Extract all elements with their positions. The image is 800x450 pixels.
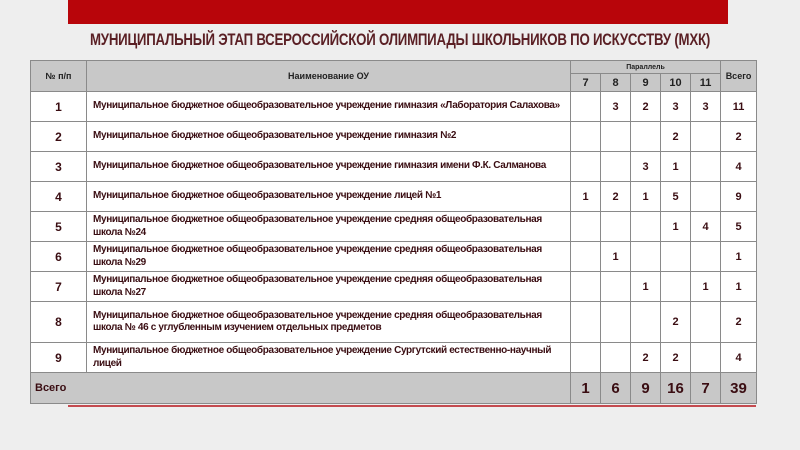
cell-grade-9 <box>631 122 661 152</box>
table-row <box>31 272 757 302</box>
header-grade-8: 8 <box>601 74 631 92</box>
cell-total: 4 <box>721 343 757 373</box>
cell-total: 4 <box>721 152 757 182</box>
cell-grade-11 <box>691 302 721 343</box>
row-num: 7 <box>31 272 87 302</box>
cell-grade-10: 3 <box>661 92 691 122</box>
cell-grade-7: 1 <box>571 182 601 212</box>
table-row <box>31 122 757 152</box>
cell-total: 11 <box>721 92 757 122</box>
cell-grade-7 <box>571 302 601 343</box>
cell-grade-7 <box>571 212 601 242</box>
table-row <box>31 212 757 242</box>
cell-grade-8 <box>601 152 631 182</box>
cell-grade-7 <box>571 92 601 122</box>
cell-grade-10: 2 <box>661 122 691 152</box>
table-row <box>31 242 757 272</box>
totals-row <box>31 373 757 404</box>
page-title: МУНИЦИПАЛЬНЫЙ ЭТАП ВСЕРОССИЙСКОЙ ОЛИМПИАДЫ ШКОЛЬНИКОВ ПО ИСКУССТВУ (МХК) <box>89 30 711 49</box>
results-table <box>30 60 757 404</box>
cell-grade-8 <box>601 212 631 242</box>
cell-grade-11 <box>691 242 721 272</box>
bottom-divider <box>68 405 756 407</box>
cell-grade-11: 4 <box>691 212 721 242</box>
cell-grade-9: 2 <box>631 92 661 122</box>
cell-total: 2 <box>721 302 757 343</box>
cell-grade-10: 2 <box>661 343 691 373</box>
header-parallel: Параллель <box>571 61 721 74</box>
header-grade-9: 9 <box>631 74 661 92</box>
cell-grade-9 <box>631 302 661 343</box>
total-grade-11: 7 <box>691 373 721 404</box>
cell-total: 1 <box>721 272 757 302</box>
cell-grade-11 <box>691 152 721 182</box>
table-row <box>31 343 757 373</box>
cell-grade-10 <box>661 272 691 302</box>
row-num: 8 <box>31 302 87 343</box>
cell-grade-8 <box>601 302 631 343</box>
totals-label: Всего <box>31 373 571 404</box>
row-num: 5 <box>31 212 87 242</box>
row-num: 9 <box>31 343 87 373</box>
cell-grade-9: 1 <box>631 272 661 302</box>
cell-grade-11 <box>691 343 721 373</box>
cell-grade-11 <box>691 122 721 152</box>
cell-total: 2 <box>721 122 757 152</box>
cell-grade-8: 1 <box>601 242 631 272</box>
table-row <box>31 152 757 182</box>
row-name: Муниципальное бюджетное общеобразовательное учреждение средняя общеобразовательная школа №24 <box>87 212 571 242</box>
header-grade-10: 10 <box>661 74 691 92</box>
cell-total: 9 <box>721 182 757 212</box>
cell-grade-7 <box>571 122 601 152</box>
cell-grade-10: 1 <box>661 152 691 182</box>
header-num: № п/п <box>31 61 87 92</box>
cell-total: 5 <box>721 212 757 242</box>
header-total: Всего <box>721 61 757 92</box>
cell-grade-9: 2 <box>631 343 661 373</box>
total-grade-10: 16 <box>661 373 691 404</box>
row-name: Муниципальное бюджетное общеобразовательное учреждение гимназия №2 <box>87 122 571 152</box>
cell-grade-8: 3 <box>601 92 631 122</box>
cell-total: 1 <box>721 242 757 272</box>
row-name: Муниципальное бюджетное общеобразовательное учреждение лицей №1 <box>87 182 571 212</box>
header-name: Наименование ОУ <box>87 61 571 92</box>
cell-grade-10 <box>661 242 691 272</box>
row-name: Муниципальное бюджетное общеобразовательное учреждение средняя общеобразовательная школа №27 <box>87 272 571 302</box>
total-grade-9: 9 <box>631 373 661 404</box>
row-name: Муниципальное бюджетное общеобразовательное учреждение средняя общеобразовательная школа №29 <box>87 242 571 272</box>
cell-grade-8: 2 <box>601 182 631 212</box>
row-num: 4 <box>31 182 87 212</box>
row-name: Муниципальное бюджетное общеобразовательное учреждение Сургутский естественно-научный лицей <box>87 343 571 373</box>
header-grade-11: 11 <box>691 74 721 92</box>
cell-grade-8 <box>601 343 631 373</box>
total-grade-7: 1 <box>571 373 601 404</box>
row-name: Муниципальное бюджетное общеобразовательное учреждение средняя общеобразовательная школа № 46 с углубленным изучением отдельных предметов <box>87 302 571 343</box>
cell-grade-7 <box>571 272 601 302</box>
cell-grade-10: 5 <box>661 182 691 212</box>
row-num: 6 <box>31 242 87 272</box>
cell-grade-9 <box>631 212 661 242</box>
table-row <box>31 302 757 343</box>
cell-grade-8 <box>601 122 631 152</box>
table-row <box>31 182 757 212</box>
cell-grade-7 <box>571 343 601 373</box>
cell-grade-7 <box>571 152 601 182</box>
cell-grade-9 <box>631 242 661 272</box>
cell-grade-9: 3 <box>631 152 661 182</box>
top-accent-bar <box>68 0 728 24</box>
row-name: Муниципальное бюджетное общеобразовательное учреждение гимназия «Лаборатория Салахова» <box>87 92 571 122</box>
total-grade-8: 6 <box>601 373 631 404</box>
cell-grade-11: 3 <box>691 92 721 122</box>
total-all: 39 <box>721 373 757 404</box>
row-name: Муниципальное бюджетное общеобразовательное учреждение гимназия имени Ф.К. Салманова <box>87 152 571 182</box>
cell-grade-7 <box>571 242 601 272</box>
header-grade-7: 7 <box>571 74 601 92</box>
cell-grade-11 <box>691 182 721 212</box>
cell-grade-8 <box>601 272 631 302</box>
cell-grade-10: 1 <box>661 212 691 242</box>
row-num: 2 <box>31 122 87 152</box>
row-num: 1 <box>31 92 87 122</box>
row-num: 3 <box>31 152 87 182</box>
cell-grade-11: 1 <box>691 272 721 302</box>
cell-grade-10: 2 <box>661 302 691 343</box>
table-row <box>31 92 757 122</box>
cell-grade-9: 1 <box>631 182 661 212</box>
